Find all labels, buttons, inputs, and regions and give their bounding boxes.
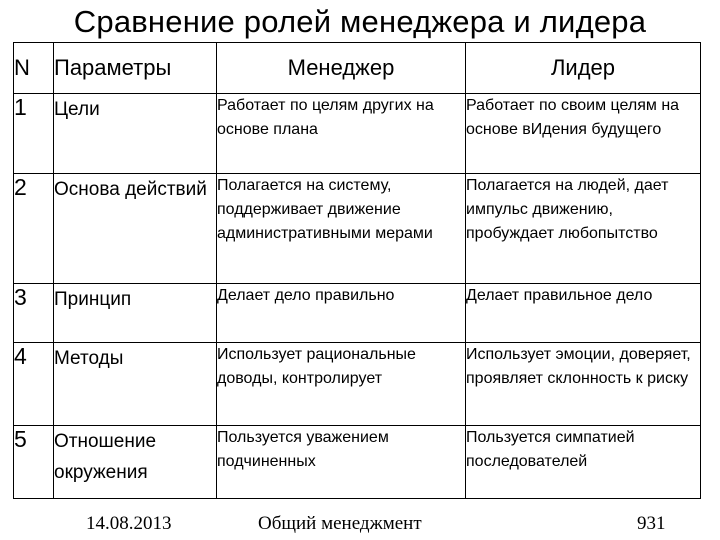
table-row — [14, 174, 701, 284]
row-parameter: Цели — [54, 94, 217, 174]
row-number: 5 — [14, 426, 54, 499]
footer-page-number: 931 — [637, 513, 666, 534]
row-parameter: Принцип — [54, 284, 217, 343]
table-row — [14, 284, 701, 343]
row-number: 2 — [14, 174, 54, 284]
table-header-row — [14, 43, 701, 94]
row-number: 3 — [14, 284, 54, 343]
row-parameter: Отношение окружения — [54, 426, 217, 499]
manager-cell: Пользуется уважением подчиненных — [217, 426, 466, 499]
table-row — [14, 426, 701, 499]
row-number: 1 — [14, 94, 54, 174]
header-manager: Менеджер — [217, 43, 466, 94]
manager-cell: Полагается на систему, поддерживает движение административными мерами — [217, 174, 466, 284]
row-number: 4 — [14, 343, 54, 426]
footer-course-name: Общий менеджмент — [258, 513, 422, 534]
table-row — [14, 94, 701, 174]
row-parameter: Основа действий — [54, 174, 217, 284]
leader-cell: Делает правильное дело — [466, 284, 701, 343]
table-row — [14, 343, 701, 426]
footer-date: 14.08.2013 — [86, 513, 172, 534]
leader-cell: Работает по своим целям на основе вИдения будущего — [466, 94, 701, 174]
leader-cell: Пользуется симпатией последователей — [466, 426, 701, 499]
slide-title: Сравнение ролей менеджера и лидера — [73, 4, 647, 39]
manager-cell: Делает дело правильно — [217, 284, 466, 343]
header-number: N — [14, 43, 54, 94]
leader-cell: Использует эмоции, доверяет, проявляет склонность к риску — [466, 343, 701, 426]
header-leader: Лидер — [466, 43, 701, 94]
leader-cell: Полагается на людей, дает импульс движению, пробуждает любопытство — [466, 174, 701, 284]
manager-cell: Использует рациональные доводы, контролирует — [217, 343, 466, 426]
comparison-table — [13, 42, 701, 499]
header-parameters: Параметры — [54, 43, 217, 94]
row-parameter: Методы — [54, 343, 217, 426]
manager-cell: Работает по целям других на основе плана — [217, 94, 466, 174]
